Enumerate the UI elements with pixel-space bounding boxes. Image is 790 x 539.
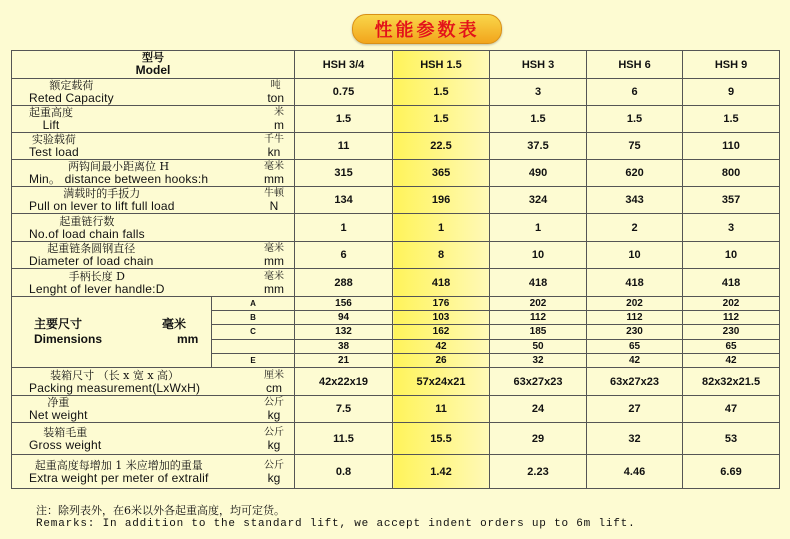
row-label-en: Reted Capacity bbox=[29, 91, 114, 105]
row-label-cell bbox=[12, 79, 295, 106]
row-label-zh: 净重 bbox=[47, 396, 70, 409]
unit-label-zh: 公斤 bbox=[264, 397, 285, 408]
row-label-zh: 起重高度 bbox=[29, 106, 73, 119]
unit-label-en: m bbox=[274, 118, 285, 132]
page-title: 性能参数表 bbox=[352, 14, 502, 44]
unit-label-zh: 米 bbox=[274, 107, 285, 118]
model-column-header: HSH 6 bbox=[587, 51, 683, 79]
value-cell: 10 bbox=[490, 242, 587, 269]
row-label-zh: 起重链条圆钢直径 bbox=[47, 242, 136, 255]
table-row bbox=[12, 368, 780, 396]
row-label-en: Gross weight bbox=[29, 437, 102, 452]
unit-label-en: mm bbox=[264, 281, 285, 296]
value-cell: 2.23 bbox=[490, 455, 587, 489]
unit-label-en: cm bbox=[266, 380, 283, 395]
dimension-value-cell: 112 bbox=[683, 311, 780, 325]
dimensions-label-en: Dimensions bbox=[34, 332, 103, 346]
value-cell: 418 bbox=[587, 269, 683, 297]
value-cell: 3 bbox=[683, 214, 780, 242]
dimension-value-cell: 162 bbox=[393, 325, 490, 339]
value-cell: 32 bbox=[587, 423, 683, 455]
unit-label-en: kg bbox=[267, 408, 281, 422]
unit-label-zh: 吨 bbox=[270, 80, 281, 91]
row-label-zh: 手柄长度 D bbox=[68, 269, 125, 283]
value-cell: 357 bbox=[683, 187, 780, 214]
row-label-en: Lenght of lever handle:D bbox=[29, 281, 165, 296]
unit-label-en: N bbox=[269, 199, 279, 213]
dimension-sub-row bbox=[12, 297, 780, 311]
dimension-value-cell: 230 bbox=[683, 325, 780, 339]
row-label-zh: 实验载荷 bbox=[31, 133, 76, 146]
table-row bbox=[12, 423, 780, 455]
remarks-zh: 注：除列表外，在6米以外各起重高度，均可定货。 bbox=[36, 504, 285, 517]
dimensions-unit-zh: 毫米 bbox=[162, 317, 187, 331]
row-label-cell bbox=[12, 133, 295, 160]
table-row bbox=[12, 133, 780, 160]
value-cell: 47 bbox=[683, 396, 780, 423]
row-label-en: Net weight bbox=[29, 408, 88, 422]
table-row bbox=[12, 214, 780, 242]
value-cell: 365 bbox=[393, 160, 490, 187]
row-label-cell bbox=[12, 160, 295, 187]
value-cell: 418 bbox=[393, 269, 490, 297]
dimension-value-cell: 185 bbox=[490, 325, 587, 339]
performance-table bbox=[11, 50, 780, 489]
table-header-row bbox=[12, 51, 780, 79]
value-cell: 63x27x23 bbox=[587, 368, 683, 396]
dimension-value-cell: 26 bbox=[393, 353, 490, 367]
value-cell: 620 bbox=[587, 160, 683, 187]
table-row bbox=[12, 79, 780, 106]
dimensions-label-cell bbox=[12, 297, 212, 368]
value-cell: 418 bbox=[683, 269, 780, 297]
row-label-cell bbox=[12, 396, 295, 423]
table-row bbox=[12, 242, 780, 269]
row-label-zh: 额定载荷 bbox=[49, 79, 94, 92]
value-cell: 42x22x19 bbox=[295, 368, 393, 396]
model-column-header: HSH 3 bbox=[490, 51, 587, 79]
value-cell: 7.5 bbox=[295, 396, 393, 423]
unit-label-zh: 牛顿 bbox=[264, 188, 285, 199]
row-label-zh: 满载时的手扳力 bbox=[63, 187, 141, 200]
row-label-en: Test load bbox=[29, 145, 79, 159]
dimension-sub-label: E bbox=[212, 353, 295, 367]
unit-label-en: ton bbox=[267, 91, 285, 105]
row-label-en: Lift bbox=[42, 118, 60, 132]
dimension-value-cell: 176 bbox=[393, 297, 490, 311]
row-label-cell bbox=[12, 423, 295, 455]
row-label-cell bbox=[12, 187, 295, 214]
value-cell: 10 bbox=[587, 242, 683, 269]
value-cell: 22.5 bbox=[393, 133, 490, 160]
value-cell: 110 bbox=[683, 133, 780, 160]
value-cell: 1.5 bbox=[683, 106, 780, 133]
dimension-value-cell: 132 bbox=[295, 325, 393, 339]
value-cell: 37.5 bbox=[490, 133, 587, 160]
model-column-header: HSH 1.5 bbox=[393, 51, 490, 79]
dimension-sub-label: B bbox=[212, 311, 295, 325]
value-cell: 8 bbox=[393, 242, 490, 269]
unit-label-zh: 毫米 bbox=[264, 243, 285, 254]
dimensions-unit-en: mm bbox=[177, 332, 199, 346]
row-label-cell bbox=[12, 214, 295, 242]
table-row bbox=[12, 269, 780, 297]
value-cell: 29 bbox=[490, 423, 587, 455]
row-label-en: No.of load chain falls bbox=[29, 226, 145, 241]
unit-label-en: mm bbox=[264, 254, 285, 268]
value-cell: 1 bbox=[393, 214, 490, 242]
value-cell: 75 bbox=[587, 133, 683, 160]
dimension-value-cell: 42 bbox=[683, 353, 780, 367]
table-row bbox=[12, 455, 780, 489]
row-label-en: Packing measurement(LxWxH) bbox=[29, 380, 201, 395]
row-label-cell bbox=[12, 242, 295, 269]
dimension-sub-label: A bbox=[212, 297, 295, 311]
value-cell: 1.5 bbox=[295, 106, 393, 133]
value-cell: 4.46 bbox=[587, 455, 683, 489]
value-cell: 15.5 bbox=[393, 423, 490, 455]
row-label-cell bbox=[12, 368, 295, 396]
unit-label-en: kn bbox=[267, 145, 281, 159]
unit-label-zh: 毫米 bbox=[264, 270, 285, 282]
dimension-value-cell: 42 bbox=[393, 339, 490, 353]
dimension-sub-label: C bbox=[212, 325, 295, 339]
value-cell: 9 bbox=[683, 79, 780, 106]
unit-label-en: mm bbox=[264, 172, 285, 186]
dimension-value-cell: 65 bbox=[683, 339, 780, 353]
value-cell: 24 bbox=[490, 396, 587, 423]
unit-label-zh: 公斤 bbox=[264, 426, 285, 438]
value-cell: 63x27x23 bbox=[490, 368, 587, 396]
value-cell: 10 bbox=[683, 242, 780, 269]
value-cell: 57x24x21 bbox=[393, 368, 490, 396]
value-cell: 11.5 bbox=[295, 423, 393, 455]
value-cell: 53 bbox=[683, 423, 780, 455]
dimension-value-cell: 65 bbox=[587, 339, 683, 353]
model-column-header: HSH 9 bbox=[683, 51, 780, 79]
remarks-en: Remarks: In addition to the standard lift, we accept indent orders up to 6m lift. bbox=[36, 518, 636, 530]
dimension-value-cell: 112 bbox=[587, 311, 683, 325]
value-cell: 1.42 bbox=[393, 455, 490, 489]
dimension-value-cell: 94 bbox=[295, 311, 393, 325]
dimension-value-cell: 32 bbox=[490, 353, 587, 367]
unit-label-en: kg bbox=[267, 437, 281, 452]
dimension-value-cell: 38 bbox=[295, 339, 393, 353]
row-label-zh: 起重高度每增加 1 米应增加的重量 bbox=[34, 458, 203, 472]
row-label-zh: 装箱毛重 bbox=[43, 425, 88, 439]
value-cell: 1.5 bbox=[393, 79, 490, 106]
value-cell: 11 bbox=[295, 133, 393, 160]
value-cell: 800 bbox=[683, 160, 780, 187]
value-cell: 82x32x21.5 bbox=[683, 368, 780, 396]
value-cell: 288 bbox=[295, 269, 393, 297]
dimension-value-cell: 230 bbox=[587, 325, 683, 339]
row-label-cell bbox=[12, 455, 295, 489]
dimension-value-cell: 103 bbox=[393, 311, 490, 325]
table-row bbox=[12, 187, 780, 214]
dimension-value-cell: 156 bbox=[295, 297, 393, 311]
unit-label-zh: 千牛 bbox=[264, 134, 285, 145]
value-cell: 6 bbox=[587, 79, 683, 106]
value-cell: 418 bbox=[490, 269, 587, 297]
value-cell: 3 bbox=[490, 79, 587, 106]
row-label-zh: 装箱尺寸 （长 x 宽 x 高） bbox=[50, 368, 180, 382]
unit-label-zh: 毫米 bbox=[264, 161, 285, 172]
model-label-en: Model bbox=[135, 63, 171, 77]
model-header-cell bbox=[12, 51, 295, 79]
row-label-cell bbox=[12, 106, 295, 133]
value-cell: 196 bbox=[393, 187, 490, 214]
dimension-value-cell: 112 bbox=[490, 311, 587, 325]
value-cell: 315 bbox=[295, 160, 393, 187]
row-label-en: Extra weight per meter of extralif bbox=[29, 470, 209, 485]
dimension-value-cell: 202 bbox=[587, 297, 683, 311]
table-row bbox=[12, 106, 780, 133]
value-cell: 343 bbox=[587, 187, 683, 214]
row-label-en: Diameter of load chain bbox=[29, 254, 154, 268]
dimension-sub-label bbox=[212, 339, 295, 353]
table-row bbox=[12, 396, 780, 423]
row-label-en: Min。 distance between hooks:h bbox=[29, 172, 209, 186]
row-label-cell bbox=[12, 269, 295, 297]
row-label-zh: 起重链行数 bbox=[59, 214, 115, 228]
value-cell: 11 bbox=[393, 396, 490, 423]
value-cell: 6 bbox=[295, 242, 393, 269]
value-cell: 1 bbox=[295, 214, 393, 242]
dimension-value-cell: 21 bbox=[295, 353, 393, 367]
value-cell: 490 bbox=[490, 160, 587, 187]
value-cell: 134 bbox=[295, 187, 393, 214]
dimension-value-cell: 42 bbox=[587, 353, 683, 367]
row-label-zh: 两钩间最小距离位 H bbox=[68, 160, 170, 173]
value-cell: 27 bbox=[587, 396, 683, 423]
model-label-zh: 型号 bbox=[142, 51, 164, 64]
model-column-header: HSH 3/4 bbox=[295, 51, 393, 79]
value-cell: 1.5 bbox=[490, 106, 587, 133]
unit-label-zh: 厘米 bbox=[264, 369, 285, 381]
value-cell: 0.75 bbox=[295, 79, 393, 106]
dimension-value-cell: 202 bbox=[683, 297, 780, 311]
value-cell: 1.5 bbox=[393, 106, 490, 133]
value-cell: 2 bbox=[587, 214, 683, 242]
value-cell: 1.5 bbox=[587, 106, 683, 133]
value-cell: 1 bbox=[490, 214, 587, 242]
value-cell: 0.8 bbox=[295, 455, 393, 489]
value-cell: 324 bbox=[490, 187, 587, 214]
table-row bbox=[12, 160, 780, 187]
dimension-value-cell: 50 bbox=[490, 339, 587, 353]
value-cell: 6.69 bbox=[683, 455, 780, 489]
unit-label-en: kg bbox=[267, 470, 281, 485]
row-label-en: Pull on lever to lift full load bbox=[29, 199, 175, 213]
dimensions-label-zh: 主要尺寸 bbox=[34, 317, 83, 331]
dimension-value-cell: 202 bbox=[490, 297, 587, 311]
unit-label-zh: 公斤 bbox=[264, 459, 285, 471]
